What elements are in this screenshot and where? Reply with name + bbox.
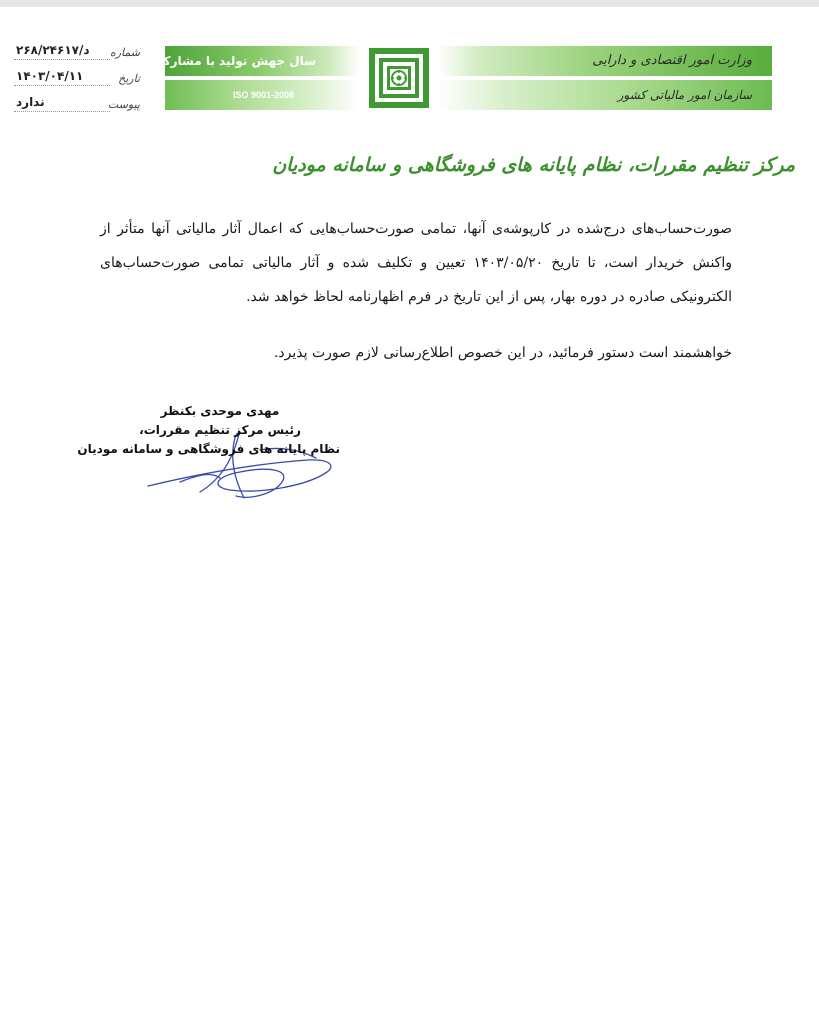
signer-name: مهدی موحدی بکنظر <box>160 404 280 418</box>
letter-attachment <box>10 92 140 112</box>
ministry-name: وزارت امور اقتصادی و دارایی <box>592 53 752 68</box>
letter-date <box>10 66 140 86</box>
letter-date-label: تاریخ <box>118 72 140 85</box>
organization-ribbon <box>438 80 772 110</box>
body-paragraph-1: صورت‌حساب‌های درج‌شده در کارپوشه‌ی آنها، تمامی صورت‌حساب‌هایی که اعمال آثار مالیاتی آنها متأثر از واکنش خریدار است، تا تاریخ ۱۴۰۳/۰۵/۲۰ تعیین و تکلیف شده و آثار مالیاتی تمامی صورت‌حساب‌های الکترونیکی صادره در دوره بهار، پس از این تاریخ در فرم اظهارنامه لحاظ خواهد شد. <box>100 221 732 305</box>
letter-attachment-value: ندارد <box>16 95 45 109</box>
dotted-line <box>14 85 110 86</box>
iso-certification: ISO 9001-2008 <box>233 90 295 100</box>
letter-date-value: ۱۴۰۳/۰۴/۱۱ <box>16 69 84 83</box>
letter-number-value: ۲۶۸/۲۴۶۱۷/د <box>16 43 90 57</box>
letter-attachment-label: پیوست <box>107 98 140 111</box>
body-paragraph-2: خواهشمند است دستور فرمائید، در این خصوص اطلاع‌رسانی لازم صورت پذیرد. <box>273 345 732 361</box>
letter-number <box>10 40 140 60</box>
iso-ribbon <box>165 80 360 110</box>
ministry-ribbon <box>438 46 772 76</box>
letter-number-label: شماره <box>109 46 140 59</box>
signer-title-line1: رئیس مرکز تنظیم مقررات، <box>139 423 301 437</box>
dotted-line <box>14 59 110 60</box>
tax-organization-emblem-icon <box>365 44 433 112</box>
issuing-center-title: مرکز تنظیم مقررات، نظام پایانه های فروشگاهی و سامانه مودیان <box>272 154 795 176</box>
dotted-line <box>14 111 110 112</box>
year-slogan: سال جهش تولید با مشارکت مردم <box>116 54 316 68</box>
signature-block <box>77 402 340 459</box>
signer-title-line2: نظام پایانه های فروشگاهی و سامانه مودیان <box>77 442 340 456</box>
organization-name: سازمان امور مالیاتی کشور <box>617 88 752 102</box>
top-border <box>0 0 819 7</box>
